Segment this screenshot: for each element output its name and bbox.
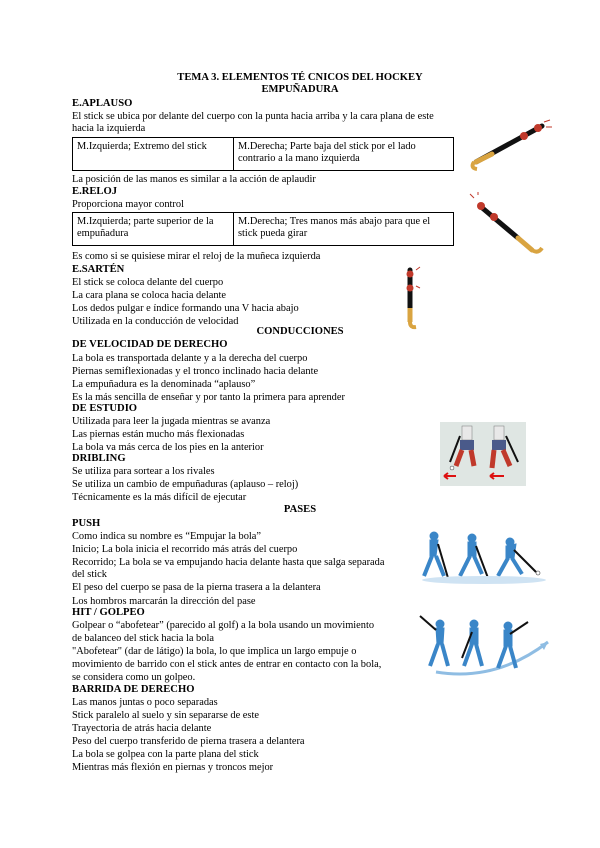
barrida-line-4: Peso del cuerpo transferido de pierna trasera a delantera [72, 736, 305, 747]
swing-trajectory [436, 642, 548, 674]
section-title-pases: PASES [283, 504, 317, 515]
velocidad-line-2: Piernas semiflexionadas y el tronco inclinado hacia delante [72, 366, 319, 377]
heading-aplauso: E.APLAUSO [72, 98, 133, 109]
aplauso-table [72, 137, 454, 171]
velocidad-line-4: Es la más sencilla de enseñar y por tanto la primera para aprender [72, 392, 345, 403]
player-figure-3 [498, 622, 528, 668]
reloj-table-left: M.Izquierda; parte superior de la empuñadura [73, 213, 234, 246]
hit-line-1: Golpear o “abofetear” (parecido al golf) a la bola usando un movimiento [72, 620, 375, 631]
player-figure-2 [460, 534, 488, 578]
reloj-grip-illustration [466, 192, 556, 260]
dribling-line-3: Técnicamente es la más difícil de ejecutar [72, 492, 247, 503]
sarten-line-2: La cara plana se coloca hacia delante [72, 290, 227, 301]
hand-right-icon [490, 213, 498, 221]
heading-hit: HIT / GOLPEO [72, 607, 145, 618]
push-line-6: Los hombros marcarán la dirección del pase [72, 596, 256, 607]
heading-reloj: E.RELOJ [72, 186, 118, 197]
player-figure-3 [498, 538, 536, 576]
document-title: TEMA 3. ELEMENTOS TÉ CNICOS DEL HOCKEY [177, 72, 423, 83]
barrida-line-3: Trayectoria de atrás hacia delante [72, 723, 212, 734]
aplauso-table-left: M.Izquierda; Extremo del stick [73, 138, 234, 171]
estudio-line-1: Utilizada para leer la jugada mientras se avanza [72, 416, 271, 427]
hit-line-4: movimiento de barrido con el stick antes de entrar en contacto con la bola, [72, 659, 382, 670]
heading-push: PUSH [72, 518, 101, 529]
hand-right-icon [520, 132, 528, 140]
sarten-line-4: Utilizada en la conducción de velocidad [72, 316, 239, 327]
player-figure-2 [462, 620, 482, 666]
estudio-line-3: La bola va más cerca de los pies en la anterior [72, 442, 264, 453]
stick-shaft [480, 206, 518, 238]
sarten-line-3: Los dedos pulgar e índice formando una V hacia abajo [72, 303, 299, 314]
barrida-line-5: La bola se golpea con la parte plana del stick [72, 749, 259, 760]
ball-icon [536, 571, 540, 575]
ball-icon [450, 466, 454, 470]
reloj-after: Es como si se quisiese mirar el reloj de la muñeca izquierda [72, 251, 321, 262]
aplauso-table-right: M.Derecha; Parte baja del stick por el lado contrario a la mano izquierda [234, 138, 454, 171]
aplauso-line-1: El stick se ubica por delante del cuerpo con la punta hacia arriba y la cara plana de este [72, 111, 434, 122]
push-line-3: Recorrido; La bola se va empujando hacia delante hasta que salga separada [72, 557, 385, 568]
hand-left-icon [477, 202, 485, 210]
player-figure-1 [420, 616, 448, 666]
barrida-line-1: Las manos juntas o poco separadas [72, 697, 218, 708]
hit-line-3: "Abofetear" (dar de látigo) la bola, lo que implica un largo empuje o [72, 646, 357, 657]
hand-top-icon [407, 271, 414, 278]
aplauso-after: La posición de las manos es similar a la acción de aplaudir [72, 174, 316, 185]
reloj-line: Proporciona mayor control [72, 199, 184, 210]
barrida-line-6: Mientras más flexión en piernas y troncos mejor [72, 762, 274, 773]
section-title-empunadura: EMPUÑADURA [261, 84, 339, 95]
player-figure-1 [424, 532, 448, 578]
hand-bottom-icon [407, 285, 414, 292]
dribbling-illustration [440, 422, 526, 486]
hit-line-2: de balanceo del stick hacia la bola [72, 633, 214, 644]
stick-hook [410, 322, 416, 327]
motion-marks [544, 120, 552, 127]
dribling-line-1: Se utiliza para sortear a los rivales [72, 466, 215, 477]
hit-illustration [416, 612, 554, 682]
dribling-line-2: Se utiliza un cambio de empuñaduras (aplauso – reloj) [72, 479, 299, 490]
motion-marks [470, 192, 478, 198]
sarten-grip-illustration [398, 264, 422, 332]
ground-shadow [422, 576, 546, 584]
sarten-line-1: El stick se coloca delante del cuerpo [72, 277, 224, 288]
aplauso-line-2: hacia la izquierda [72, 123, 146, 134]
velocidad-line-3: La empuñadura es la denominada “aplauso” [72, 379, 256, 390]
push-line-1: Como indica su nombre es “Empujar la bola” [72, 531, 261, 542]
barrida-line-2: Stick paralelo al suelo y sin separarse de este [72, 710, 259, 721]
estudio-line-2: Las piernas están mucho más flexionadas [72, 429, 245, 440]
motion-marks [416, 267, 420, 288]
hit-line-5: se considera como un golpeo. [72, 672, 196, 683]
heading-dribling: DRIBLING [72, 453, 126, 464]
push-line-4: del stick [72, 569, 107, 580]
velocidad-line-1: La bola es transportada delante y a la derecha del cuerpo [72, 353, 308, 364]
push-line-2: Inicio; La bola inicia el recorrido más atrás del cuerpo [72, 544, 298, 555]
heading-sarten: E.SARTÉN [72, 264, 125, 275]
reloj-table [72, 212, 454, 246]
aplauso-grip-illustration [466, 118, 556, 173]
stick-head [518, 238, 532, 250]
reloj-table-right: M.Derecha; Tres manos más abajo para que el stick pueda girar [234, 213, 454, 246]
push-line-5: El peso del cuerpo se pasa de la pierna trasera a la delantera [72, 582, 321, 593]
section-title-conducciones: CONDUCCIONES [256, 326, 344, 337]
heading-estudio: DE ESTUDIO [72, 403, 138, 414]
hand-left-icon [534, 124, 542, 132]
heading-velocidad: DE VELOCIDAD DE DERECHO [72, 339, 228, 350]
heading-barrida: BARRIDA DE DERECHO [72, 684, 195, 695]
push-illustration [414, 528, 554, 588]
